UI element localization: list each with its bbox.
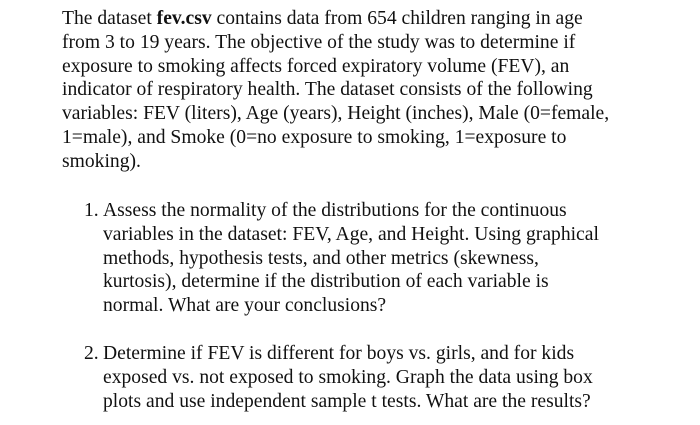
intro-line-5: variables: FEV (liters), Age (years), Height (inches), Male (0=female, — [62, 103, 610, 125]
question-1 — [84, 199, 664, 318]
intro-line-1 — [62, 7, 662, 31]
intro-line-2: from 3 to 19 years. The objective of the study was to determine if — [62, 31, 576, 53]
question-1-text — [103, 199, 664, 318]
dataset-filename: fev.csv — [156, 8, 212, 29]
question-2-line-1: Determine if FEV is different for boys vs. girls, and for kids — [103, 343, 575, 364]
intro-line-1-post: contains data from 654 children ranging in age — [211, 8, 583, 29]
question-1-line-3: methods, hypothesis tests, and other metrics (skewness, — [103, 247, 539, 269]
question-2-line-2: exposed vs. not exposed to smoking. Graph the data using box — [103, 366, 593, 388]
intro-line-4: indicator of respiratory health. The dataset consists of the following — [62, 79, 593, 101]
intro-line-6: 1=male), and Smoke (0=no exposure to smoking, 1=exposure to — [62, 126, 567, 148]
question-1-line-2: variables in the dataset: FEV, Age, and Height. Using graphical — [103, 223, 599, 245]
question-1-line-1: Assess the normality of the distributions for the continuous — [103, 200, 567, 221]
question-2-text — [103, 342, 664, 413]
question-2-line-3: plots and use independent sample t tests. What are the results? — [103, 390, 591, 412]
intro-line-1-pre: The dataset — [62, 8, 157, 29]
question-2 — [84, 342, 664, 413]
question-1-line-4: kurtosis), determine if the distribution of each variable is — [103, 271, 549, 293]
question-2-number: 2. — [84, 343, 99, 364]
question-1-line-5: normal. What are your conclusions? — [103, 295, 387, 317]
intro-line-7: smoking). — [62, 150, 141, 172]
intro-line-3: exposure to smoking affects forced expiratory volume (FEV), an — [62, 55, 570, 77]
question-1-number: 1. — [84, 200, 99, 221]
intro-paragraph — [62, 7, 662, 174]
